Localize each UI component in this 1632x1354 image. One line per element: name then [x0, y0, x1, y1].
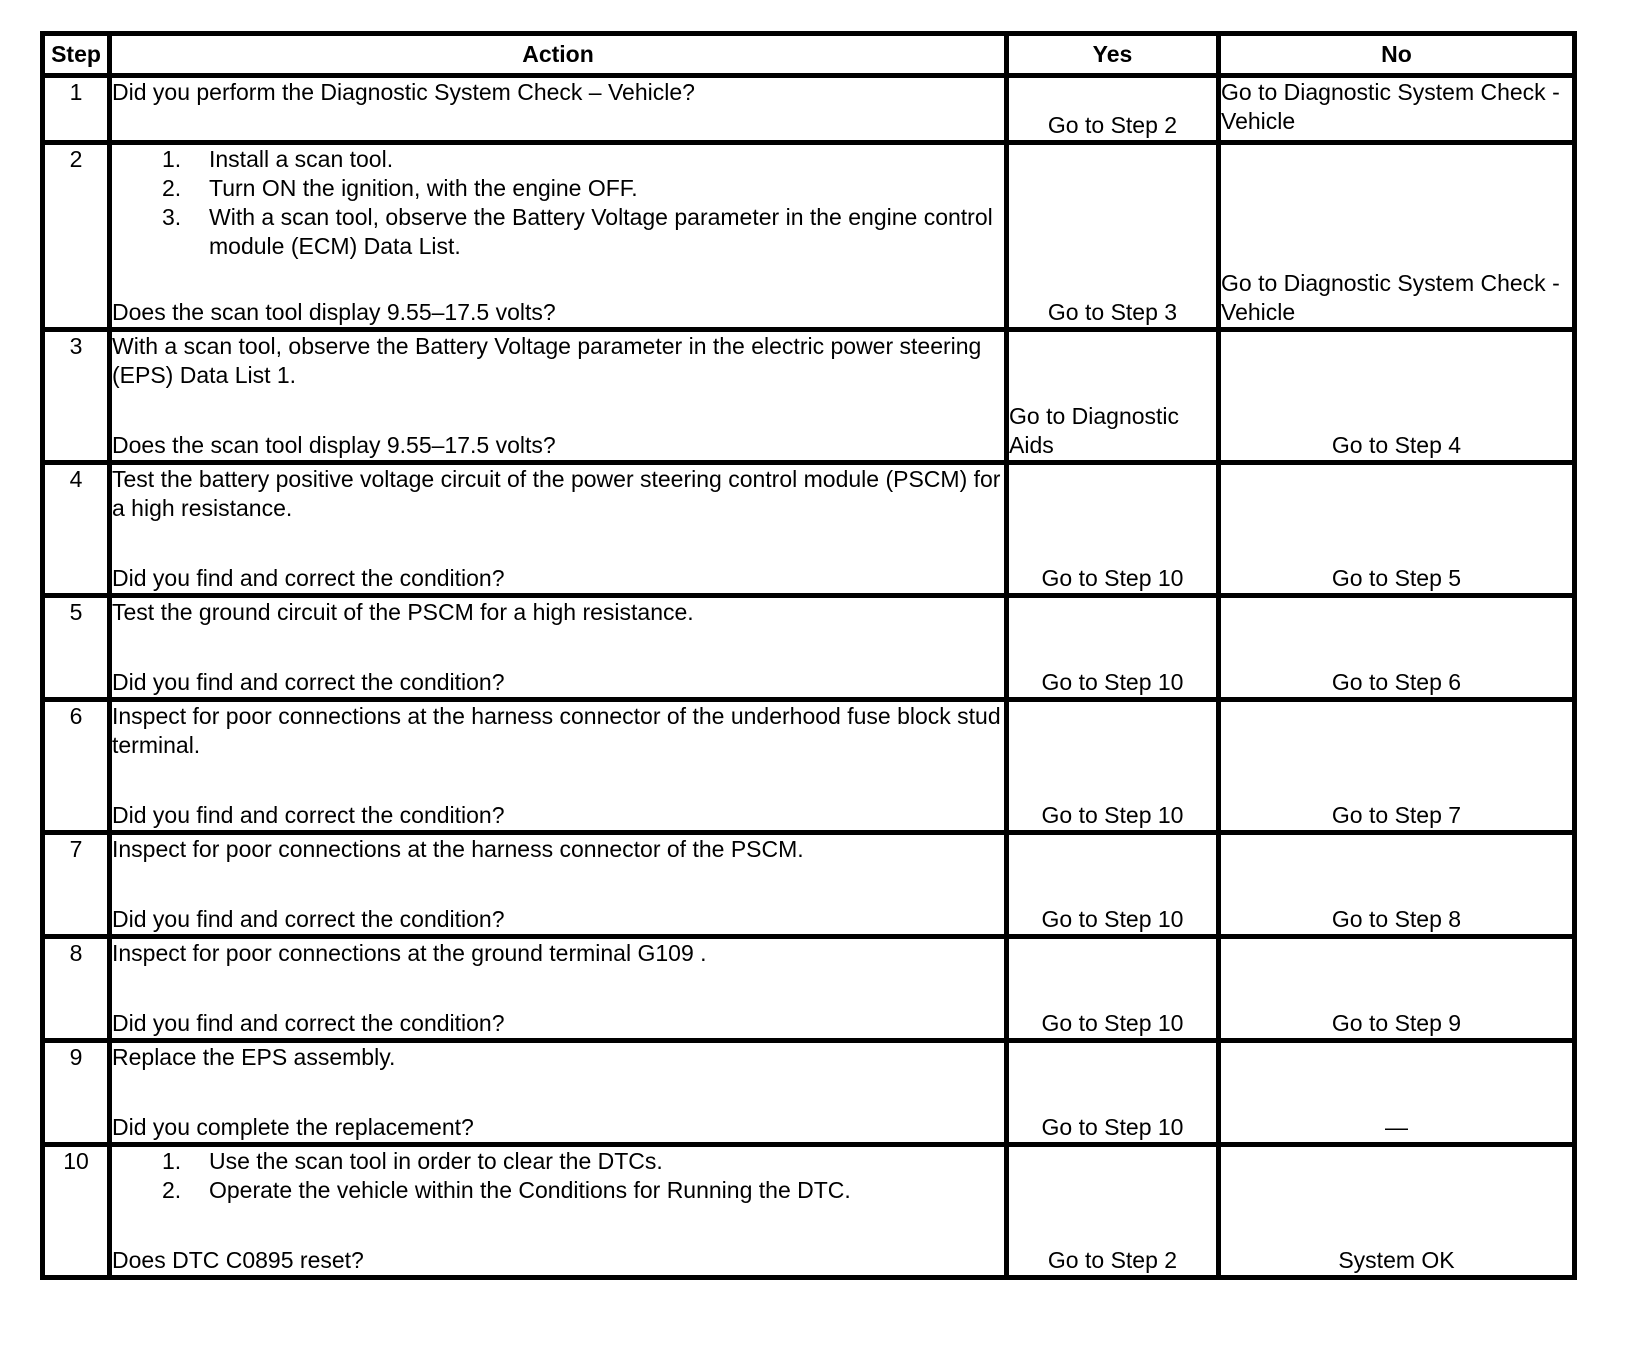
step-number: 7 — [43, 833, 110, 937]
yes-cell — [1007, 1145, 1219, 1278]
no-text: Go to Step 9 — [1331, 1010, 1462, 1036]
action-text: Test the ground circuit of the PSCM for a high resistance. — [112, 599, 694, 625]
table-row — [43, 143, 1575, 330]
header-row — [43, 34, 1575, 76]
no-text: Go to Step 6 — [1331, 669, 1462, 695]
no-text: — — [1385, 1114, 1408, 1140]
table-row — [43, 76, 1575, 143]
action-question: Did you find and correct the condition? — [112, 1010, 505, 1036]
action-question: Did you find and correct the condition? — [112, 669, 505, 695]
yes-text: Go to Step 10 — [1041, 1114, 1184, 1140]
action-steps — [112, 145, 1004, 261]
table-row — [43, 1041, 1575, 1145]
yes-text: Go to Step 10 — [1041, 1010, 1184, 1036]
action-question: Does the scan tool display 9.55–17.5 volts? — [112, 432, 556, 458]
table-row — [43, 330, 1575, 463]
yes-text: Go to Step 10 — [1041, 802, 1184, 828]
list-item: 2. Turn ON the ignition, with the engine OFF. — [162, 175, 638, 201]
step-number: 8 — [43, 937, 110, 1041]
table-row — [43, 463, 1575, 596]
yes-text: Go to Step 10 — [1041, 669, 1184, 695]
action-text: With a scan tool, observe the Battery Voltage parameter in the electric power steering (EPS) Data List 1. — [112, 333, 982, 388]
action-steps — [112, 1147, 1004, 1205]
action-question: Did you complete the replacement? — [112, 1114, 474, 1140]
list-item: 3. With a scan tool, observe the Battery Voltage parameter in the engine control module (ECM) Data List. — [162, 204, 993, 259]
action-text: Inspect for poor connections at the harness connector of the underhood fuse block stud terminal. — [112, 703, 1001, 758]
header-action: Action — [110, 34, 1007, 76]
yes-cell — [1007, 76, 1219, 143]
action-question: Did you find and correct the condition? — [112, 565, 505, 591]
no-cell — [1219, 1145, 1575, 1278]
action-text: Inspect for poor connections at the ground terminal G109 . — [112, 940, 707, 966]
no-text: Go to Step 7 — [1331, 802, 1462, 828]
action-cell — [110, 937, 1007, 1041]
list-item: 1. Use the scan tool in order to clear the DTCs. — [162, 1148, 663, 1174]
diagnostic-table — [40, 31, 1577, 1280]
list-item: 1. Install a scan tool. — [162, 146, 394, 172]
no-text: Go to Diagnostic System Check - Vehicle — [1221, 270, 1560, 325]
yes-text: Go to Step 3 — [1047, 299, 1178, 325]
no-text: Go to Step 5 — [1331, 565, 1462, 591]
action-cell — [110, 833, 1007, 937]
action-cell — [110, 700, 1007, 833]
no-text: System OK — [1338, 1247, 1455, 1273]
no-cell — [1219, 76, 1575, 143]
step-number: 6 — [43, 700, 110, 833]
yes-cell — [1007, 143, 1219, 330]
header-no: No — [1219, 34, 1575, 76]
action-text: Inspect for poor connections at the harness connector of the PSCM. — [112, 836, 804, 862]
yes-cell — [1007, 596, 1219, 700]
yes-cell — [1007, 833, 1219, 937]
action-text: Test the battery positive voltage circuit of the power steering control module (PSCM) for a high resistance. — [112, 466, 1001, 521]
action-cell — [110, 1145, 1007, 1278]
yes-cell — [1007, 330, 1219, 463]
step-number: 1 — [43, 76, 110, 143]
no-cell — [1219, 463, 1575, 596]
action-text: Did you perform the Diagnostic System Check – Vehicle? — [112, 79, 695, 105]
step-number: 5 — [43, 596, 110, 700]
yes-text: Go to Step 2 — [1047, 112, 1178, 138]
action-cell — [110, 1041, 1007, 1145]
list-item: 2. Operate the vehicle within the Conditions for Running the DTC. — [162, 1177, 851, 1203]
yes-cell — [1007, 463, 1219, 596]
no-cell — [1219, 596, 1575, 700]
action-question: Did you find and correct the condition? — [112, 802, 505, 828]
action-question: Does the scan tool display 9.55–17.5 volts? — [112, 299, 556, 325]
yes-cell — [1007, 1041, 1219, 1145]
action-question: Did you find and correct the condition? — [112, 906, 505, 932]
no-text: Go to Step 8 — [1331, 906, 1462, 932]
no-cell — [1219, 937, 1575, 1041]
yes-text: Go to Step 2 — [1047, 1247, 1178, 1273]
step-number: 2 — [43, 143, 110, 330]
action-cell — [110, 330, 1007, 463]
yes-cell — [1007, 700, 1219, 833]
table-row — [43, 833, 1575, 937]
step-number: 10 — [43, 1145, 110, 1278]
yes-text: Go to Diagnostic Aids — [1009, 403, 1180, 458]
yes-text: Go to Step 10 — [1041, 906, 1184, 932]
table-row — [43, 937, 1575, 1041]
no-cell — [1219, 330, 1575, 463]
table-row — [43, 700, 1575, 833]
yes-cell — [1007, 937, 1219, 1041]
yes-text: Go to Step 10 — [1041, 565, 1184, 591]
action-cell — [110, 76, 1007, 143]
step-number: 3 — [43, 330, 110, 463]
action-text: Replace the EPS assembly. — [112, 1044, 396, 1070]
no-cell — [1219, 1041, 1575, 1145]
header-yes: Yes — [1007, 34, 1219, 76]
no-cell — [1219, 700, 1575, 833]
step-number: 4 — [43, 463, 110, 596]
header-step: Step — [43, 34, 110, 76]
no-cell — [1219, 833, 1575, 937]
action-cell — [110, 143, 1007, 330]
step-number: 9 — [43, 1041, 110, 1145]
action-cell — [110, 463, 1007, 596]
action-question: Does DTC C0895 reset? — [112, 1247, 364, 1273]
no-text: Go to Step 4 — [1331, 432, 1462, 458]
no-text: Go to Diagnostic System Check - Vehicle — [1221, 79, 1560, 134]
no-cell — [1219, 143, 1575, 330]
table-row — [43, 596, 1575, 700]
table-row — [43, 1145, 1575, 1278]
action-cell — [110, 596, 1007, 700]
